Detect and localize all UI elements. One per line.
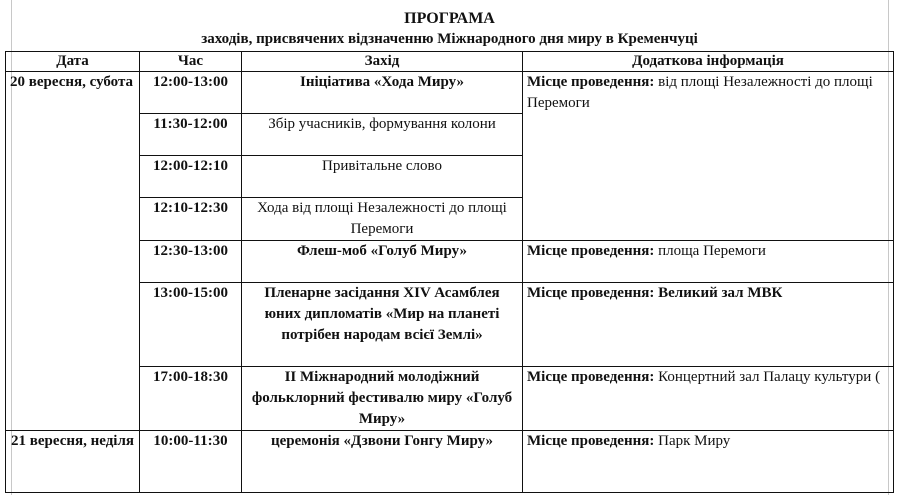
event-cell: Флеш-моб «Голуб Миру» [242, 241, 523, 283]
event-cell: Пленарне засідання XIV Асамблея юних дипломатів «Мир на планеті потрібен народам всієї Землі» [242, 283, 523, 367]
header-time: Час [140, 52, 242, 72]
time-cell: 12:00-13:00 [140, 72, 242, 114]
header-event: Захід [242, 52, 523, 72]
event-cell: Привітальне слово [242, 156, 523, 198]
date-cell: 20 вересня, субота [6, 72, 140, 431]
info-label: Місце проведення: [527, 433, 655, 449]
time-cell: 13:00-15:00 [140, 283, 242, 367]
time-cell: 10:00-11:30 [140, 431, 242, 493]
table-row [6, 72, 894, 114]
time-cell: 12:10-12:30 [140, 198, 242, 241]
event-cell: Хода від площі Незалежності до площі Перемоги [242, 198, 523, 241]
time-cell: 12:30-13:00 [140, 241, 242, 283]
date-cell: 21 вересня, неділя [6, 431, 140, 493]
table-row [6, 283, 894, 367]
info-value: Великий зал МВК [654, 285, 783, 301]
event-cell: церемонія «Дзвони Гонгу Миру» [242, 431, 523, 493]
document-subtitle: заходів, присвячених відзначенню Міжнародного дня миру в Кременчуці [201, 31, 698, 47]
header-date: Дата [6, 52, 140, 72]
event-cell: ІІ Міжнародний молодіжний фольклорний фестивалю миру «Голуб Миру» [242, 367, 523, 431]
header-info: Додаткова інформація [523, 52, 894, 72]
info-cell [523, 431, 894, 493]
time-cell: 17:00-18:30 [140, 367, 242, 431]
info-label: Місце проведення: [527, 285, 655, 301]
event-cell: Збір учасників, формування колони [242, 114, 523, 156]
event-cell: Ініціатива «Хода Миру» [242, 72, 523, 114]
info-cell [523, 283, 894, 367]
info-value: Парк Миру [654, 433, 731, 449]
info-cell [523, 72, 894, 241]
table-row [6, 431, 894, 493]
info-label: Місце проведення: [527, 243, 655, 259]
info-cell [523, 241, 894, 283]
info-label: Місце проведення: [527, 369, 655, 385]
table-header-row [6, 52, 894, 72]
program-table [5, 51, 894, 493]
info-value: площа Перемоги [654, 243, 766, 259]
document-title: ПРОГРАМА [404, 10, 495, 27]
info-label: Місце проведення: [527, 74, 655, 90]
table-row [6, 367, 894, 431]
time-cell: 12:00-12:10 [140, 156, 242, 198]
time-cell: 11:30-12:00 [140, 114, 242, 156]
info-value: від площі Незалежності до площі Перемоги [527, 74, 873, 111]
info-cell [523, 367, 894, 431]
table-row [6, 241, 894, 283]
info-value: Концертний зал Палацу культури ( [654, 369, 881, 385]
